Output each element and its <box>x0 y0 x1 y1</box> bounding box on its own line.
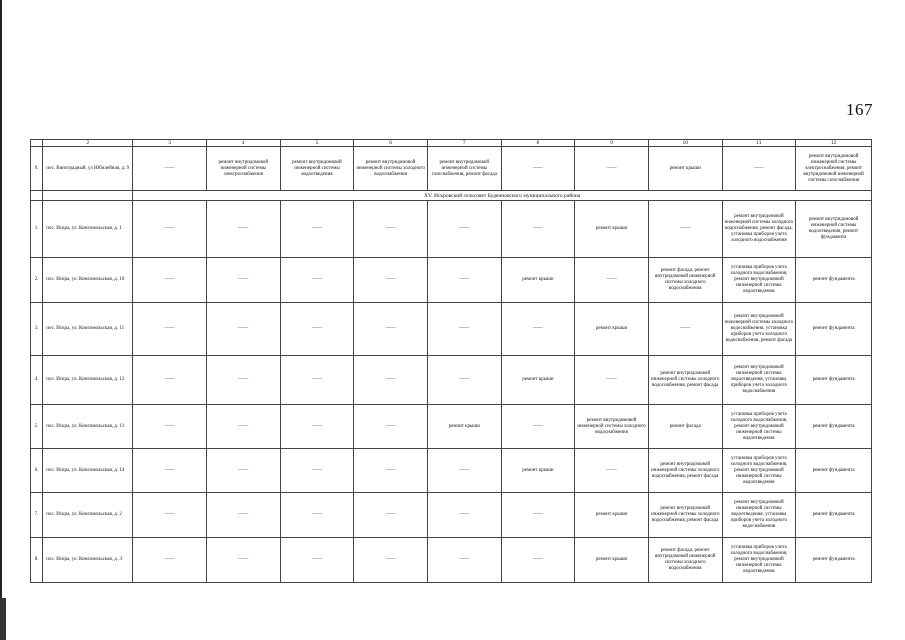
work-cell: —— <box>648 303 722 356</box>
work-cell: ремонт внутридомовой инженерной системы холодного водоснабжения, ремонт фасада <box>648 493 722 538</box>
section-header-row <box>31 191 872 201</box>
work-cell: —— <box>354 538 428 583</box>
work-cell: —— <box>427 449 501 493</box>
row-number: 9. <box>31 147 43 191</box>
work-cell: ремонт крыши <box>575 201 649 258</box>
repair-schedule-table <box>30 139 872 583</box>
work-cell: установка приборов учета холодного водоснабжения, ремонт внутридомовой инженерной системы водоотведения <box>722 538 796 583</box>
work-cell: —— <box>501 538 575 583</box>
work-cell: ремонт фундамента <box>796 449 872 493</box>
work-cell: —— <box>206 493 280 538</box>
table-row <box>31 538 872 583</box>
work-cell: ремонт фасада, ремонт внутридомовой инженерной системы холодного водоснабжения <box>648 538 722 583</box>
column-number: 5 <box>280 140 354 147</box>
column-number: 6 <box>354 140 428 147</box>
work-cell: ремонт внутридомовой инженерной системы электроснабжения, ремонт внутридомовой инженерной системы газоснабжения <box>796 147 872 191</box>
work-cell: ремонт фундамента <box>796 258 872 303</box>
work-cell: ремонт крыши <box>501 356 575 405</box>
work-cell: —— <box>206 405 280 449</box>
work-cell: —— <box>354 493 428 538</box>
work-cell: —— <box>501 201 575 258</box>
row-number: 8. <box>31 538 43 583</box>
work-cell: —— <box>280 258 354 303</box>
work-cell: —— <box>354 201 428 258</box>
work-cell: установка приборов учета холодного водоснабжения, ремонт внутридомовой инженерной системы водоотведения <box>722 258 796 303</box>
work-cell: —— <box>206 258 280 303</box>
work-cell: —— <box>133 258 207 303</box>
row-number: 2. <box>31 258 43 303</box>
work-cell: —— <box>133 356 207 405</box>
work-cell: ремонт внутридомовой инженерной системы холодного водоснабжения, ремонт фасада <box>648 449 722 493</box>
table-row <box>31 493 872 538</box>
column-number: 10 <box>648 140 722 147</box>
section-title: XV. Искровский сельсовет Буденновского муниципального района <box>133 191 872 201</box>
work-cell: —— <box>133 303 207 356</box>
table-row <box>31 147 872 191</box>
row-number: 7. <box>31 493 43 538</box>
work-cell: —— <box>722 147 796 191</box>
work-cell: —— <box>427 493 501 538</box>
page-left-edge <box>0 0 2 640</box>
work-cell: —— <box>354 303 428 356</box>
table-row <box>31 449 872 493</box>
section-empty-cell <box>31 191 43 201</box>
work-cell: —— <box>427 356 501 405</box>
address-cell: пос. Искра, ул. Комсомольская, д. 1 <box>43 201 133 258</box>
work-cell: —— <box>575 258 649 303</box>
table-row <box>31 258 872 303</box>
work-cell: —— <box>427 303 501 356</box>
work-cell: —— <box>354 405 428 449</box>
work-cell: —— <box>648 201 722 258</box>
work-cell: —— <box>133 538 207 583</box>
work-cell: —— <box>206 201 280 258</box>
section-empty-cell <box>43 191 133 201</box>
work-cell: —— <box>206 356 280 405</box>
work-cell: —— <box>280 201 354 258</box>
work-cell: ремонт внутридомовой инженерной системы холодного водоснабжения, ремонт фасада, установка приборов учета холодного водоснабжения <box>722 201 796 258</box>
column-number: 12 <box>796 140 872 147</box>
work-cell: ремонт внутридомовой инженерной системы электроснабжения <box>206 147 280 191</box>
work-cell: ремонт крыши <box>575 538 649 583</box>
row-number: 1. <box>31 201 43 258</box>
row-number: 5. <box>31 405 43 449</box>
work-cell: ремонт фундамента <box>796 405 872 449</box>
work-cell: —— <box>427 258 501 303</box>
table-row <box>31 405 872 449</box>
work-cell: ремонт крыши <box>501 449 575 493</box>
work-cell: ремонт внутридомовой инженерной системы водоотведения <box>280 147 354 191</box>
table-row <box>31 356 872 405</box>
work-cell: ремонт внутридомовой инженерной системы водоотведения, ремонт фундамента <box>796 201 872 258</box>
work-cell: —— <box>280 493 354 538</box>
work-cell: —— <box>354 449 428 493</box>
work-cell: —— <box>133 449 207 493</box>
work-cell: ремонт внутридомовой инженерной системы холодного водоснабжения <box>575 405 649 449</box>
work-cell: —— <box>133 201 207 258</box>
work-cell: —— <box>427 201 501 258</box>
work-cell: —— <box>206 303 280 356</box>
work-cell: установка приборов учета холодного водоснабжения, ремонт внутридомовой инженерной системы водоотведения <box>722 405 796 449</box>
work-cell: —— <box>280 303 354 356</box>
work-cell: ремонт крыши <box>648 147 722 191</box>
work-cell: —— <box>501 405 575 449</box>
column-number <box>31 140 43 147</box>
work-cell: ремонт внутридомовой инженерной системы водоотведения, установка приборов учета холодного водоснабжения <box>722 356 796 405</box>
row-number: 3. <box>31 303 43 356</box>
work-cell: —— <box>206 538 280 583</box>
work-cell: —— <box>133 493 207 538</box>
work-cell: ремонт внутридомовой инженерной системы холодного водоснабжения, установка приборов учета холодного водоснабжения, ремонт фасада <box>722 303 796 356</box>
work-cell: —— <box>354 356 428 405</box>
work-cell: —— <box>206 449 280 493</box>
work-cell: ремонт внутридомовой инженерной системы холодного водоснабжения <box>354 147 428 191</box>
work-cell: —— <box>280 356 354 405</box>
address-cell: пос. Искра, ул. Комсомольская, д. 11 <box>43 303 133 356</box>
work-cell: —— <box>280 538 354 583</box>
work-cell: —— <box>501 303 575 356</box>
work-cell: ремонт фундамента <box>796 303 872 356</box>
address-cell: пос. Искра, ул. Комсомольская, д. 3 <box>43 538 133 583</box>
work-cell: —— <box>501 493 575 538</box>
row-number: 4. <box>31 356 43 405</box>
work-cell: —— <box>280 449 354 493</box>
work-cell: —— <box>575 449 649 493</box>
work-cell: —— <box>280 405 354 449</box>
address-cell: пос. Искра, ул. Комсомольская, д. 2 <box>43 493 133 538</box>
work-cell: ремонт крыши <box>575 303 649 356</box>
column-number-row <box>31 140 872 147</box>
work-cell: ремонт фундамента <box>796 493 872 538</box>
work-cell: —— <box>575 147 649 191</box>
work-cell: —— <box>354 258 428 303</box>
work-cell: ремонт внутридомовой инженерной системы водоотведения, установка приборов учета холодного водоснабжения <box>722 493 796 538</box>
page-number: 167 <box>846 100 873 119</box>
table-row <box>31 303 872 356</box>
address-cell: пос. Виноградный, ул Юбилейная, д. 9 <box>43 147 133 191</box>
table-row <box>31 201 872 258</box>
column-number: 2 <box>43 140 133 147</box>
column-number: 9 <box>575 140 649 147</box>
work-cell: ремонт внутридомовой инженерной системы холодного водоснабжения, ремонт фасада <box>648 356 722 405</box>
address-cell: пос. Искра, ул. Комсомольская, д. 10 <box>43 258 133 303</box>
work-cell: ремонт крыши <box>501 258 575 303</box>
work-cell: ремонт крыши <box>427 405 501 449</box>
work-cell: установка приборов учета холодного водоснабжения, ремонт внутридомовой инженерной системы водоотведения <box>722 449 796 493</box>
work-cell: —— <box>575 356 649 405</box>
work-cell: —— <box>133 147 207 191</box>
column-number: 4 <box>206 140 280 147</box>
column-number: 7 <box>427 140 501 147</box>
binding-mark <box>0 598 6 640</box>
column-number: 8 <box>501 140 575 147</box>
column-number: 3 <box>133 140 207 147</box>
address-cell: пос. Искра, ул. Комсомольская, д. 12 <box>43 356 133 405</box>
work-cell: ремонт фасада, ремонт внутридомовой инженерной системы холодного водоснабжения <box>648 258 722 303</box>
work-cell: ремонт фасада <box>648 405 722 449</box>
work-cell: —— <box>133 405 207 449</box>
work-cell: —— <box>501 147 575 191</box>
row-number: 6. <box>31 449 43 493</box>
work-cell: ремонт фундамента <box>796 356 872 405</box>
work-cell: ремонт внутридомовой инженерной системы газоснабжения, ремонт фасада <box>427 147 501 191</box>
column-number: 11 <box>722 140 796 147</box>
address-cell: пос. Искра, ул. Комсомольская, д. 13 <box>43 405 133 449</box>
work-cell: ремонт фундамента <box>796 538 872 583</box>
work-cell: —— <box>427 538 501 583</box>
address-cell: пос. Искра, ул. Комсомольская, д. 14 <box>43 449 133 493</box>
work-cell: ремонт крыши <box>575 493 649 538</box>
